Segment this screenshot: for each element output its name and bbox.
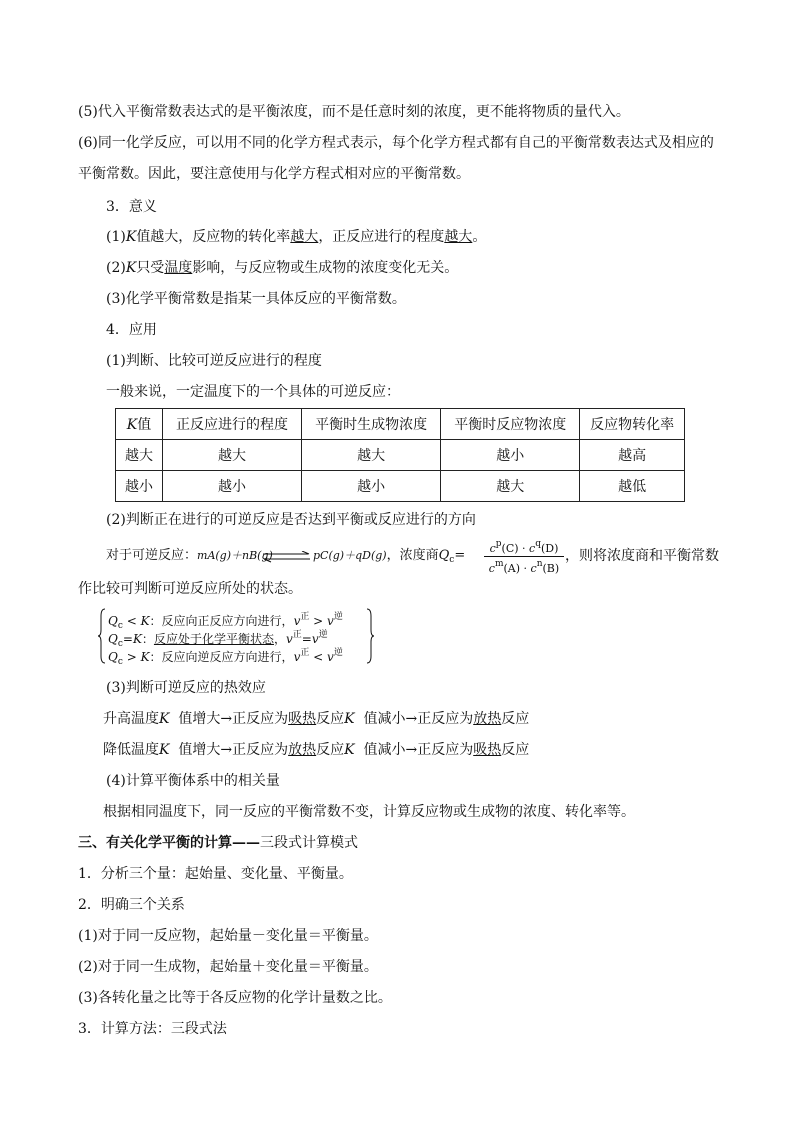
- table-cell: 越小: [163, 471, 302, 502]
- table-cell: 越高: [580, 440, 685, 471]
- table-header-cell: 反应物转化率: [580, 409, 685, 440]
- table-cell: 越大: [302, 440, 441, 471]
- equilibrium-arrow-icon: [262, 551, 312, 563]
- application-item-2: (2)判断正在进行的可逆反应是否达到平衡或反应进行的方向: [106, 512, 476, 528]
- section-3-item-2-2: (2)对于同一生成物，起始量＋变化量＝平衡量。: [78, 959, 378, 975]
- table-cell: 越大: [116, 440, 163, 471]
- application-item-4-desc: 根据相同温度下，同一反应的平衡常数不变，计算反应物或生成物的浓度、转化率等。: [103, 804, 635, 820]
- fraction-numerator: $c^p(C) \cdot c^q(D)$: [484, 537, 564, 557]
- section-3-item-2: 2．明确三个关系: [78, 897, 185, 913]
- table-header-cell: 平衡时反应物浓度: [441, 409, 580, 440]
- heat-effect-lower: 降低温度K 值增大→正反应为放热反应K 值减小→正反应为吸热反应: [103, 742, 530, 758]
- blank-answer: 吸热: [288, 711, 317, 727]
- table-header-cell: 正反应进行的程度: [163, 409, 302, 440]
- table-cell: 越大: [163, 440, 302, 471]
- concentration-quotient-fraction: [484, 537, 564, 576]
- table-cell: 越低: [580, 471, 685, 502]
- application-heading: 4．应用: [106, 322, 157, 338]
- section-3-item-1: 1．分析三个量：起始量、变化量、平衡量。: [78, 866, 353, 882]
- blank-answer: 温度: [164, 260, 193, 276]
- case-equilibrium: $Q_c=K$：反应处于化学平衡状态，$v^正=v^逆$: [108, 630, 328, 649]
- section-3-item-2-1: (1)对于同一反应物，起始量－变化量＝平衡量。: [78, 928, 378, 944]
- right-brace-icon: [366, 608, 374, 664]
- table-header-cell: K值: [116, 409, 163, 440]
- blank-answer: 放热: [288, 742, 317, 758]
- heat-effect-raise: 升高温度K 值增大→正反应为吸热反应K 值减小→正反应为放热反应: [103, 711, 530, 727]
- table-cell: 越小: [116, 471, 163, 502]
- table-cell: 越小: [441, 440, 580, 471]
- blank-answer: 放热: [473, 711, 502, 727]
- blank-answer: 越大: [444, 229, 473, 245]
- meaning-item-3: (3)化学平衡常数是指某一具体反应的平衡常数。: [106, 291, 406, 307]
- meaning-item-2: (2)K只受温度影响，与反应物或生成物的浓度变化无关。: [106, 260, 459, 276]
- application-item-1: (1)判断、比较可逆反应进行的程度: [106, 353, 322, 369]
- section-3-title: 三、有关化学平衡的计算——三段式计算模式: [78, 835, 358, 851]
- table-row: [116, 471, 685, 502]
- blank-answer: 反应处于化学平衡状态: [153, 632, 274, 646]
- reaction-equation: 对于可逆反应：mA(g)＋nB(g): [106, 548, 273, 563]
- table-cell: 越大: [441, 471, 580, 502]
- meaning-item-1: (1)K值越大，反应物的转化率越大，正反应进行的程度越大。: [106, 229, 487, 245]
- application-item-1-desc: 一般来说，一定温度下的一个具体的可逆反应：: [106, 384, 400, 400]
- meaning-heading: 3．意义: [106, 199, 157, 215]
- fraction-denominator: $c^m(A) \cdot c^n(B)$: [488, 559, 560, 575]
- table-cell: 越小: [302, 471, 441, 502]
- table-header-row: [116, 409, 685, 440]
- reaction-products: pC(g)＋qD(g)，浓度商$Q_c=$: [313, 548, 466, 565]
- reaction-line-end: ，则将浓度商和平衡常数: [565, 548, 719, 564]
- section-3-item-2-3: (3)各转化量之比等于各反应物的化学计量数之比。: [78, 990, 392, 1006]
- blank-answer: 吸热: [473, 742, 502, 758]
- paragraph-6-line-1: (6)同一化学反应，可以用不同的化学方程式表示，每个化学方程式都有自己的平衡常数表达式及相应的: [78, 135, 714, 151]
- case-reverse: $Q_c > K$：反应向逆反应方向进行，$v^正 < v^逆$: [108, 648, 343, 667]
- table-header-cell: 平衡时生成物浓度: [302, 409, 441, 440]
- k-value-table: [115, 408, 685, 502]
- table-row: [116, 440, 685, 471]
- section-3-item-3: 3．计算方法：三段式法: [78, 1021, 227, 1037]
- application-item-3: (3)判断可逆反应的热效应: [106, 680, 266, 696]
- blank-answer: 越大: [290, 229, 319, 245]
- case-forward: $Q_c < K$：反应向正反应方向进行，$v^正 > v^逆$: [108, 612, 343, 631]
- paragraph-6-line-2: 平衡常数。因此，要注意使用与化学方程式相对应的平衡常数。: [78, 166, 470, 182]
- reaction-line-2: 作比较可判断可逆反应所处的状态。: [78, 581, 302, 597]
- paragraph-5: (5)代入平衡常数表达式的是平衡浓度，而不是任意时刻的浓度，更不能将物质的量代入。: [78, 104, 630, 120]
- left-brace-icon: [98, 608, 106, 664]
- application-item-4: (4)计算平衡体系中的相关量: [106, 773, 280, 789]
